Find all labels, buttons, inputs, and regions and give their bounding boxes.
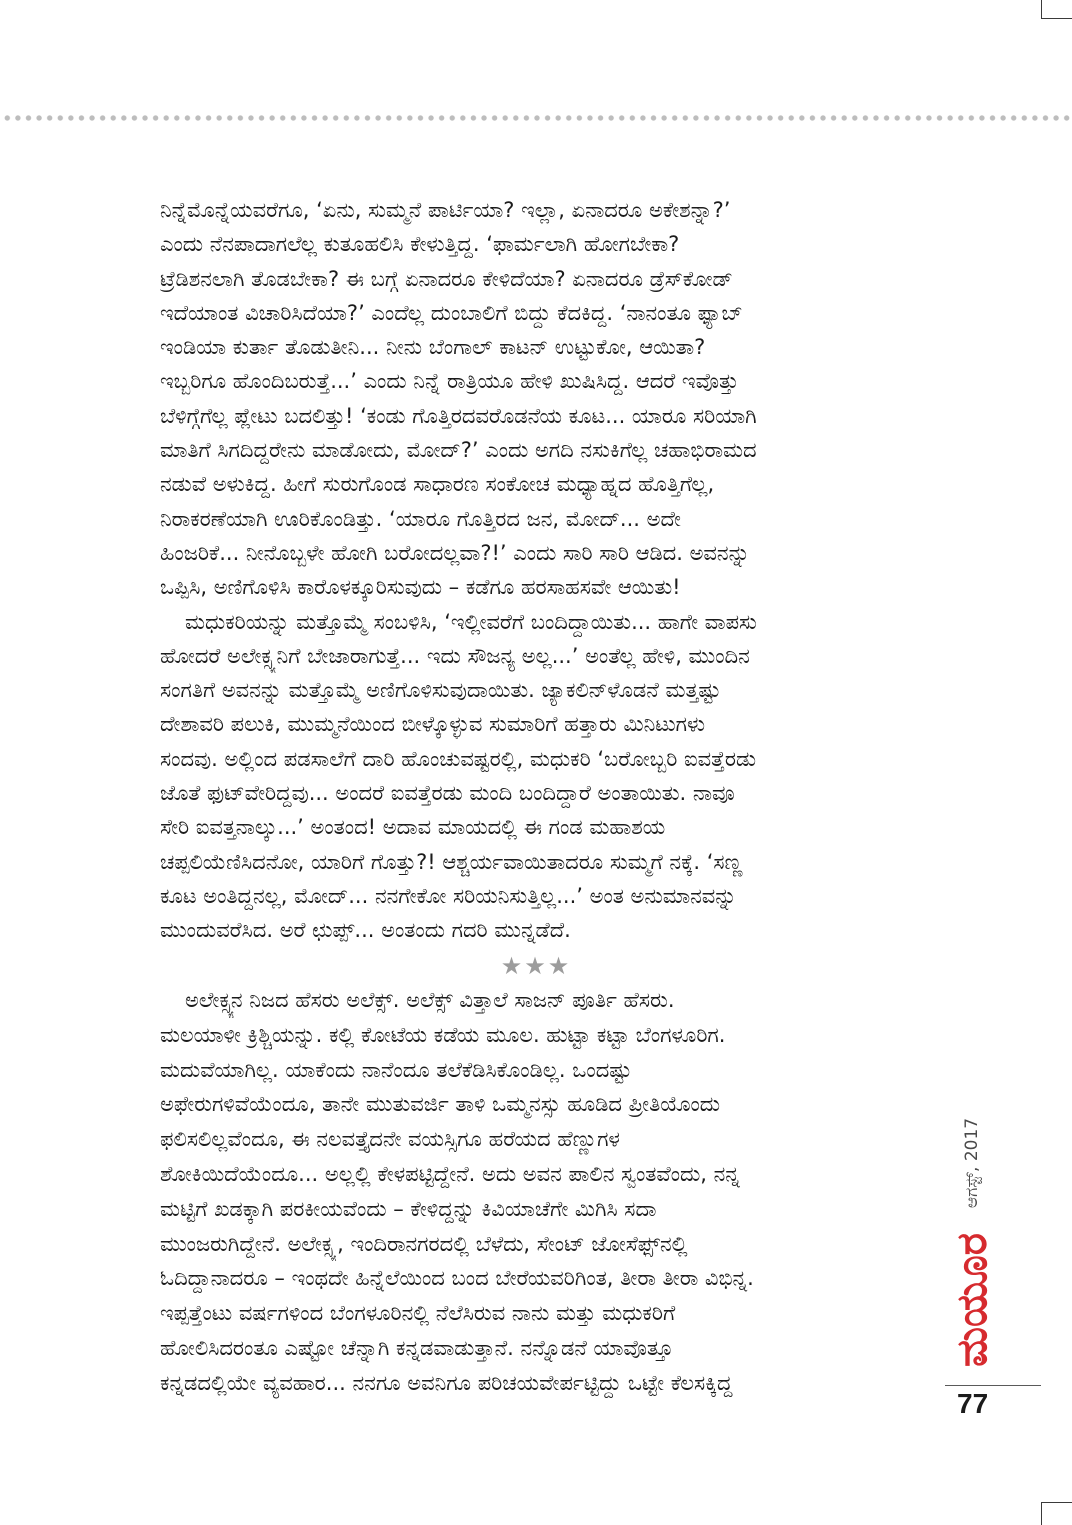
page-number-rule [945,1385,1041,1386]
article-line: ಇಂಡಿಯಾ ಕುರ್ತಾ ತೊಡುತೀನಿ... ನೀನು ಬೆಂಗಾಲ್ ಕಾಟನ್ ಉಟ್ಟುಕೋ, ಆಯಿತಾ? [160,335,706,360]
article-line: ಬೆಳಿಗ್ಗೆಗೆಲ್ಲ ಪ್ಲೇಟು ಬದಲಿತ್ತು! ‘ಕಂಡು ಗೊತ್ತಿರದವರೊಡನೆಯ ಕೂಟ... ಯಾರೂ ಸರಿಯಾಗಿ [160,403,757,428]
article-line: ಚಪ್ಪಲಿಯೆಣಿಸಿದನೋ, ಯಾರಿಗೆ ಗೊತ್ತು?! ಆಶ್ಚರ್ಯವಾಯಿತಾದರೂ ಸುಮ್ಮಗೆ ನಕ್ಕೆ. ‘ಸಣ್ಣ [160,849,743,874]
article-line: ಮದುವೆಯಾಗಿಲ್ಲ. ಯಾಕೆಂದು ನಾನೆಂದೂ ತಲೆಕೆಡಿಸಿಕೊಂಡಿಲ್ಲ. ಒಂದಷ್ಟು [160,1057,632,1082]
article-line: ಒಪ್ಪಿಸಿ, ಅಣಿಗೊಳಿಸಿ ಕಾರೊಳಕ್ಕೂರಿಸುವುದು – ಕಡೆಗೂ ಹರಸಾಹಸವೇ ಆಯಿತು! [160,575,681,600]
crop-mark-bottom-right [1041,1502,1072,1503]
article-body [160,193,930,948]
article-line: ಸಂದವು. ಅಲ್ಲಿಂದ ಪಡಸಾಲೆಗೆ ದಾರಿ ಹೊಂಚುವಷ್ಟರಲ್ಲಿ, ಮಧುಕರಿ ‘ಬರೋಬ್ಬರಿ ಐವತ್ತೆರಡು [160,746,757,771]
article-line: ಮುಂದುವರೆಸಿದ. ಅರೆ ಛುಪ್ಪ್... ಅಂತಂದು ಗದರಿ ಮುನ್ನಡೆದೆ. [160,918,571,943]
article-paragraph [160,193,930,605]
article-line: ಕನ್ನಡದಲ್ಲಿಯೇ ವ್ಯವಹಾರ... ನನಗೂ ಅವನಿಗೂ ಪರಿಚಯವೇರ್ಪಟ್ಟಿದ್ದು ಒಟ್ಟೇ ಕೆಲಸಕ್ಕಿದ್ದ [160,1370,733,1395]
article-line: ಟ್ರೆಡಿಶನಲಾಗಿ ತೊಡಬೇಕಾ? ಈ ಬಗ್ಗೆ ಏನಾದರೂ ಕೇಳಿದೆಯಾ? ಏನಾದರೂ ಡ್ರೆಸ್‌ಕೋಡ್ [160,266,733,291]
article-line: ಮಟ್ಟಿಗೆ ಖಡಕ್ಕಾಗಿ ಪರಕೀಯವೆಂದು – ಕೇಳಿದ್ದನ್ನು ಕಿವಿಯಾಚೆಗೇ ಮಿಗಿಸಿ ಸದಾ [160,1196,657,1221]
page-number: 77 [957,1388,989,1419]
article-line: ದೇಶಾವರಿ ಪಲುಕಿ, ಮುಮ್ಮನೆಯಿಂದ ಬೀಳ್ಕೊಳ್ಳುವ ಸುಮಾರಿಗೆ ಹತ್ತಾರು ಮಿನಿಟುಗಳು [160,712,706,737]
article-line: ಜೊತೆ ಫುಟ್‌ವೇರಿದ್ದವು... ಅಂದರೆ ಐವತ್ತೆರಡು ಮಂದಿ ಬಂದಿದ್ದಾರೆ ಅಂತಾಯಿತು. ನಾವೂ [160,781,735,806]
article-paragraph [160,983,930,1401]
article-line: ಮುಂಜರುಗಿದ್ದೇನೆ. ಅಲೇಕ್ಸ್ಯ, ಇಂದಿರಾನಗರದಲ್ಲಿ ಬೆಳೆದು, ಸೇಂಟ್ ಜೋಸೆಫ್ಸ್‌ನಲ್ಲಿ [160,1231,688,1256]
article-line: ಮಾತಿಗೆ ಸಿಗದಿದ್ದರೇನು ಮಾಡೋದು, ಮೋದ್?’ ಎಂದು ಅಗದಿ ನಸುಕಿಗೆಲ್ಲ ಚಹಾಭಿರಾಮದ [160,438,757,463]
section-separator: ★★★ [500,952,572,980]
article-line: ಸಂಗತಿಗೆ ಅವನನ್ನು ಮತ್ತೊಮ್ಮೆ ಅಣಿಗೊಳಿಸುವುದಾಯಿತು. ಜ್ಯಾಕಲಿನ್‌ಳೊಡನೆ ಮತ್ತಷ್ಟು [160,678,721,703]
article-line: ಇಬ್ಬರಿಗೂ ಹೊಂದಿಬರುತ್ತೆ...’ ಎಂದು ನಿನ್ನೆ ರಾತ್ರಿಯೂ ಹೇಳಿ ಖುಷಿಸಿದ್ದ. ಆದರೆ ಇವೊತ್ತು [160,369,739,394]
article-line: ನಿರಾಕರಣೆಯಾಗಿ ಊರಿಕೊಂಡಿತ್ತು. ‘ಯಾರೂ ಗೊತ್ತಿರದ ಜನ, ಮೋದ್... ಅದೇ [160,506,681,531]
article-line: ಶೋಕಿಯಿದೆಯೆಂದೂ... ಅಲ್ಲಲ್ಲಿ ಕೇಳಪಟ್ಟಿದ್ದೇನೆ. ಅದು ಅವನ ಪಾಲಿನ ಸ್ವಂತವೆಂದು, ನನ್ನ [160,1161,740,1186]
article-line: ಹೋದರೆ ಅಲೇಕ್ಸ್ಯನಿಗೆ ಬೇಜಾರಾಗುತ್ತೆ... ಇದು ಸೌಜನ್ಯ ಅಲ್ಲ...’ ಅಂತೆಲ್ಲ ಹೇಳಿ, ಮುಂದಿನ [160,643,750,668]
article-line: ಮಧುಕರಿಯನ್ನು ಮತ್ತೊಮ್ಮೆ ಸಂಬಳಿಸಿ, ‘ಇಲ್ಲೀವರೆಗೆ ಬಂದಿದ್ದಾಯಿತು... ಹಾಗೇ ವಾಪಸು [185,609,757,634]
article-line: ಓದಿದ್ದಾನಾದರೂ – ಇಂಥದೇ ಹಿನ್ನೆಲೆಯಿಂದ ಬಂದ ಬೇರೆಯವರಿಗಿಂತ, ತೀರಾ ತೀರಾ ವಿಭಿನ್ನ. [160,1266,754,1291]
article-line: ಅಫೇರುಗಳಿವೆಯೆಂದೂ, ತಾನೇ ಮುತುವರ್ಜಿ ತಾಳಿ ಒಮ್ಮನಸ್ಸು ಹೂಡಿದ ಪ್ರೀತಿಯೊಂದು [160,1092,721,1117]
article-line: ಸೇರಿ ಐವತ್ತನಾಲ್ಕು...’ ಅಂತಂದ! ಅದಾವ ಮಾಯದಲ್ಲಿ ಈ ಗಂಡ ಮಹಾಶಯ [160,815,666,840]
article-line: ಮಲಯಾಳೀ ಕ್ರಿಶ್ಚಿಯನ್ನು. ಕಲ್ಲಿ ಕೋಟೆಯ ಕಡೆಯ ಮೂಲ. ಹುಟ್ಟಾ ಕಟ್ಟಾ ಬೆಂಗಳೂರಿಗ. [160,1022,726,1047]
article-line: ಎಂದು ನೆನಪಾದಾಗಲೆಲ್ಲ ಕುತೂಹಲಿಸಿ ಕೇಳುತ್ತಿದ್ದ. ‘ಫಾರ್ಮಲಾಗಿ ಹೋಗಬೇಕಾ? [160,232,680,257]
article-paragraph [160,605,930,948]
crop-mark-bottom-right [1041,1502,1042,1525]
crop-mark-top-right [1041,0,1042,19]
article-line: ಹೋಲಿಸಿದರಂತೂ ಎಷ್ಟೋ ಚೆನ್ನಾಗಿ ಕನ್ನಡವಾಡುತ್ತಾನೆ. ನನ್ನೊಡನೆ ಯಾವೊತ್ತೂ [160,1335,674,1360]
issue-date: ಆಗಸ್ಟ್, 2017 [962,1117,982,1209]
dotted-divider [0,113,1072,123]
magazine-logo: ಮಯೂರ [947,1233,996,1367]
article-line: ನಿನ್ನೆಮೊನ್ನೆಯವರೆಗೂ, ‘ಏನು, ಸುಮ್ಮನೆ ಪಾರ್ಟಿಯಾ? ಇಲ್ಲಾ, ಏನಾದರೂ ಅಕೇಶನ್ನಾ?’ [160,198,731,222]
article-line: ಅಲೇಕ್ಸ್ಯನ ನಿಜದ ಹೆಸರು ಅಲೆಕ್ಸ್. ಅಲೆಕ್ಸ್ ವಿತ್ತಾಲೆ ಸಾಜನ್ ಪೂರ್ತಿ ಹೆಸರು. [185,988,675,1012]
article-line: ಫಲಿಸಲಿಲ್ಲವೆಂದೂ, ಈ ನಲವತ್ತೈದನೇ ವಯಸ್ಸಿಗೂ ಹರೆಯದ ಹೆಣ್ಣುಗಳ [160,1127,620,1152]
article-line: ಹಿಂಜರಿಕೆ... ನೀನೊಬ್ಬಳೇ ಹೋಗಿ ಬರೋದಲ್ಲವಾ?!’ ಎಂದು ಸಾರಿ ಸಾರಿ ಆಡಿದ. ಅವನನ್ನು [160,540,750,565]
article-line: ಕೂಟ ಅಂತಿದ್ದನಲ್ಲ, ಮೋದ್... ನನಗೇಕೋ ಸರಿಯನಿಸುತ್ತಿಲ್ಲ...’ ಅಂತ ಅನುಮಾನವನ್ನು [160,883,737,908]
article-line: ಇಪ್ಪತ್ತೆಂಟು ವರ್ಷಗಳಿಂದ ಬೆಂಗಳೂರಿನಲ್ಲಿ ನೆಲೆಸಿರುವ ನಾನು ಮತ್ತು ಮಧುಕರಿಗೆ [160,1301,676,1326]
article-line: ನಡುವೆ ಅಳುಕಿದ್ದ. ಹೀಗೆ ಸುರುಗೊಂಡ ಸಾಧಾರಣ ಸಂಕೋಚ ಮಧ್ಯಾಹ್ನದ ಹೊತ್ತಿಗೆಲ್ಲ, [160,472,715,497]
article-body [160,983,930,1401]
crop-mark-top-right [1041,18,1072,19]
article-line: ಇದೆಯಾಂತ ವಿಚಾರಿಸಿದೆಯಾ?’ ಎಂದೆಲ್ಲ ದುಂಬಾಲಿಗೆ ಬಿದ್ದು ಕೆದಕಿದ್ದ. ‘ನಾನಂತೂ ಫ್ಯಾಬ್ [160,300,743,325]
